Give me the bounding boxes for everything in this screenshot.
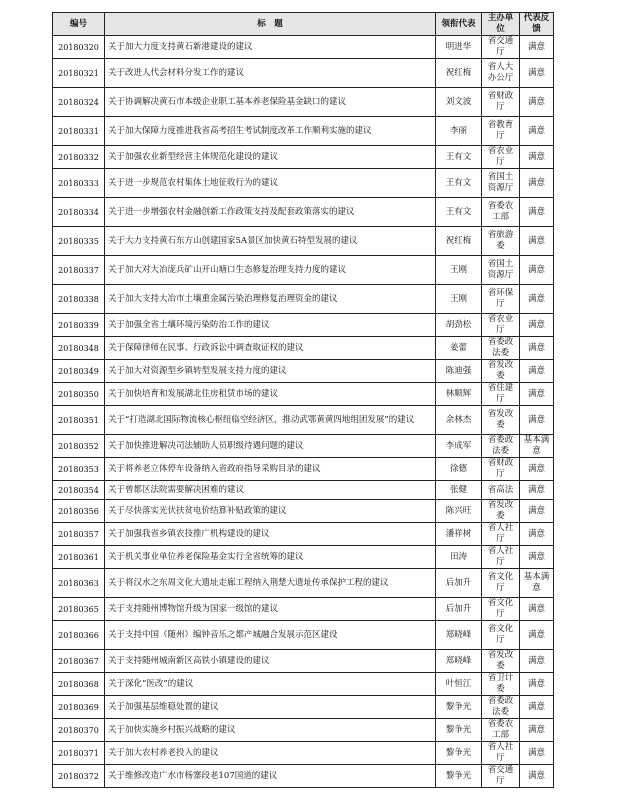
row-title-cell: 关于尽快落实光伏扶贫电价结算补贴政策的建议 [105, 500, 436, 523]
row-id-cell: 20180368 [53, 673, 105, 696]
table-row [53, 198, 554, 227]
row-host-unit-cell: 省委农工部 [482, 198, 520, 227]
row-id-cell: 20180348 [53, 337, 105, 360]
row-id-cell: 20180334 [53, 198, 105, 227]
table-row [53, 36, 554, 59]
row-host-unit-cell: 省旅游委 [482, 227, 520, 256]
row-id-cell: 20180367 [53, 650, 105, 673]
table-row [53, 481, 554, 500]
row-host-unit-cell: 省人社厅 [482, 546, 520, 569]
row-feedback-cell: 满意 [520, 673, 554, 696]
row-representative-cell: 后加升 [436, 598, 482, 621]
row-representative-cell: 叶恒江 [436, 673, 482, 696]
header-feedback: 代表反馈 [520, 13, 554, 36]
row-title-cell: 关于保障律师在民事、行政诉讼中调查取证权的建议 [105, 337, 436, 360]
row-host-unit-cell: 省农业厅 [482, 314, 520, 337]
row-title-cell: 关于加快培育和发展湖北住房租赁市场的建议 [105, 383, 436, 406]
row-title-cell: 关于加强全省土壤环境污染防治工作的建议 [105, 314, 436, 337]
row-title-cell: 关于曾都区法院需要解决困难的建议 [105, 481, 436, 500]
row-title-cell: 关于协调解决黄石市本级企业职工基本养老保险基金缺口的建议 [105, 88, 436, 117]
row-host-unit-cell: 省高法 [482, 481, 520, 500]
row-feedback-cell: 满意 [520, 406, 554, 435]
row-id-cell: 20180350 [53, 383, 105, 406]
row-feedback-cell: 满意 [520, 314, 554, 337]
row-title-cell: 关于加强农业新型经营主体规范化建设的建议 [105, 146, 436, 169]
row-feedback-cell: 满意 [520, 742, 554, 765]
row-feedback-cell: 满意 [520, 650, 554, 673]
table-header-row [53, 13, 554, 36]
row-host-unit-cell: 省文化厅 [482, 621, 520, 650]
row-id-cell: 20180372 [53, 765, 105, 788]
row-title-cell: 关于加大力度支持黄石新港建设的建议 [105, 36, 436, 59]
row-host-unit-cell: 省发改委 [482, 500, 520, 523]
row-host-unit-cell: 省发改委 [482, 406, 520, 435]
row-representative-cell: 黎争光 [436, 719, 482, 742]
row-id-cell: 20180361 [53, 546, 105, 569]
table-row [53, 673, 554, 696]
row-host-unit-cell: 省文化厅 [482, 569, 520, 598]
row-id-cell: 20180371 [53, 742, 105, 765]
table-row [53, 719, 554, 742]
table-row [53, 500, 554, 523]
row-title-cell: 关于加大支持大冶市土壤重金属污染治理修复治理资金的建议 [105, 285, 436, 314]
row-feedback-cell: 满意 [520, 621, 554, 650]
row-representative-cell: 黎争光 [436, 742, 482, 765]
row-representative-cell: 王有文 [436, 146, 482, 169]
row-representative-cell: 张健 [436, 481, 482, 500]
table-row [53, 765, 554, 788]
row-representative-cell: 黎争光 [436, 765, 482, 788]
row-feedback-cell: 满意 [520, 383, 554, 406]
row-feedback-cell: 满意 [520, 59, 554, 88]
table-row [53, 523, 554, 546]
row-representative-cell: 王刚 [436, 285, 482, 314]
proposal-table [52, 12, 554, 788]
row-title-cell: 关于加快实施乡村振兴战略的建议 [105, 719, 436, 742]
row-title-cell: 关于深化“医改”的建议 [105, 673, 436, 696]
table-row [53, 256, 554, 285]
row-host-unit-cell: 省环保厅 [482, 285, 520, 314]
row-host-unit-cell: 省委政法委 [482, 435, 520, 458]
table-row [53, 59, 554, 88]
table-row [53, 406, 554, 435]
row-host-unit-cell: 省农业厅 [482, 146, 520, 169]
row-host-unit-cell: 省委农工部 [482, 719, 520, 742]
header-id: 编号 [53, 13, 105, 36]
row-title-cell: 关于支持随州城南新区高铁小镇建设的建议 [105, 650, 436, 673]
row-id-cell: 20180370 [53, 719, 105, 742]
row-id-cell: 20180366 [53, 621, 105, 650]
proposal-table-container [52, 12, 553, 788]
table-row [53, 458, 554, 481]
row-id-cell: 20180369 [53, 696, 105, 719]
row-title-cell: 关于大力支持黄石东方山创建国家5A景区加快黄石特型发展的建议 [105, 227, 436, 256]
row-title-cell: 关于将养老立体停车设备纳入省政府指导采购目录的建议 [105, 458, 436, 481]
row-feedback-cell: 满意 [520, 198, 554, 227]
row-representative-cell: 余林杰 [436, 406, 482, 435]
table-row [53, 169, 554, 198]
header-title: 标 题 [105, 13, 436, 36]
row-title-cell: 关于加大对大冶庞兵矿山开山塘口生态修复治理支持力度的建议 [105, 256, 436, 285]
row-host-unit-cell: 省委政法委 [482, 696, 520, 719]
table-row [53, 621, 554, 650]
table-row [53, 696, 554, 719]
row-host-unit-cell: 省交通厅 [482, 36, 520, 59]
row-representative-cell: 郑晓峰 [436, 621, 482, 650]
row-feedback-cell: 基本满意 [520, 569, 554, 598]
table-row [53, 314, 554, 337]
row-representative-cell: 徐德 [436, 458, 482, 481]
table-row [53, 742, 554, 765]
row-feedback-cell: 满意 [520, 696, 554, 719]
row-host-unit-cell: 省发改委 [482, 650, 520, 673]
row-title-cell: 关于加快推进解决司法辅助人员职级待遇问题的建议 [105, 435, 436, 458]
row-feedback-cell: 满意 [520, 88, 554, 117]
row-representative-cell: 后加升 [436, 569, 482, 598]
row-host-unit-cell: 省卫计委 [482, 673, 520, 696]
row-feedback-cell: 基本满意 [520, 435, 554, 458]
row-title-cell: 关于加大保障力度推进我省高考招生考试制度改革工作顺利实施的建议 [105, 117, 436, 146]
row-id-cell: 20180338 [53, 285, 105, 314]
row-id-cell: 20180363 [53, 569, 105, 598]
row-feedback-cell: 满意 [520, 719, 554, 742]
row-host-unit-cell: 省财政厅 [482, 458, 520, 481]
row-feedback-cell: 满意 [520, 500, 554, 523]
row-feedback-cell: 满意 [520, 256, 554, 285]
row-feedback-cell: 满意 [520, 285, 554, 314]
row-feedback-cell: 满意 [520, 36, 554, 59]
table-row [53, 337, 554, 360]
row-id-cell: 20180320 [53, 36, 105, 59]
row-host-unit-cell: 省财政厅 [482, 88, 520, 117]
row-id-cell: 20180349 [53, 360, 105, 383]
row-title-cell: 关于加大对资源型乡镇转型发展支持力度的建议 [105, 360, 436, 383]
row-host-unit-cell: 省人大办公厅 [482, 59, 520, 88]
row-feedback-cell: 满意 [520, 337, 554, 360]
row-representative-cell: 祝红梅 [436, 227, 482, 256]
row-id-cell: 20180337 [53, 256, 105, 285]
table-row [53, 546, 554, 569]
table-row [53, 650, 554, 673]
row-id-cell: 20180339 [53, 314, 105, 337]
row-representative-cell: 林顺辉 [436, 383, 482, 406]
row-id-cell: 20180331 [53, 117, 105, 146]
row-host-unit-cell: 省国土资源厅 [482, 169, 520, 198]
row-host-unit-cell: 省人社厅 [482, 523, 520, 546]
row-representative-cell: 祝红梅 [436, 59, 482, 88]
row-representative-cell: 王刚 [436, 256, 482, 285]
row-title-cell: 关于机关事业单位养老保险基金实行全省统筹的建议 [105, 546, 436, 569]
header-representative: 领衔代表 [436, 13, 482, 36]
table-row [53, 598, 554, 621]
row-id-cell: 20180335 [53, 227, 105, 256]
row-host-unit-cell: 省国土资源厅 [482, 256, 520, 285]
row-host-unit-cell: 省交通厅 [482, 765, 520, 788]
row-representative-cell: 王有文 [436, 198, 482, 227]
row-id-cell: 20180365 [53, 598, 105, 621]
row-id-cell: 20180321 [53, 59, 105, 88]
row-feedback-cell: 满意 [520, 523, 554, 546]
row-representative-cell: 潘祥树 [436, 523, 482, 546]
row-host-unit-cell: 省住建厅 [482, 383, 520, 406]
row-title-cell: 关于进一步增强农村金融创新工作政策支持及配套政策落实的建议 [105, 198, 436, 227]
row-id-cell: 20180356 [53, 500, 105, 523]
row-id-cell: 20180352 [53, 435, 105, 458]
row-representative-cell: 姜蕾 [436, 337, 482, 360]
table-row [53, 146, 554, 169]
row-title-cell: 关于加强基层维稳处置的建议 [105, 696, 436, 719]
row-title-cell: 关于加大农村养老投入的建议 [105, 742, 436, 765]
row-title-cell: 关于支持中国（随州）编钟音乐之都产城融合发展示范区建设 [105, 621, 436, 650]
row-host-unit-cell: 省教育厅 [482, 117, 520, 146]
row-id-cell: 20180354 [53, 481, 105, 500]
row-representative-cell: 李丽 [436, 117, 482, 146]
row-title-cell: 关于支持随州博物馆升级为国家一级馆的建议 [105, 598, 436, 621]
table-row [53, 383, 554, 406]
row-host-unit-cell: 省委政法委 [482, 337, 520, 360]
row-id-cell: 20180351 [53, 406, 105, 435]
row-representative-cell: 王有文 [436, 169, 482, 198]
row-id-cell: 20180353 [53, 458, 105, 481]
table-row [53, 435, 554, 458]
row-representative-cell: 陈兴旺 [436, 500, 482, 523]
row-id-cell: 20180324 [53, 88, 105, 117]
table-row [53, 360, 554, 383]
header-host-unit: 主办单位 [482, 13, 520, 36]
row-id-cell: 20180357 [53, 523, 105, 546]
row-feedback-cell: 满意 [520, 117, 554, 146]
row-feedback-cell: 满意 [520, 765, 554, 788]
row-representative-cell: 李成军 [436, 435, 482, 458]
table-row [53, 285, 554, 314]
table-row [53, 569, 554, 598]
row-title-cell: 关于“打造湖北国际物流核心枢纽临空经济区，推动武鄂黄黄四地组团发展”的建议 [105, 406, 436, 435]
row-title-cell: 关于改进人代会材料分发工作的建议 [105, 59, 436, 88]
row-feedback-cell: 满意 [520, 360, 554, 383]
table-row [53, 88, 554, 117]
row-id-cell: 20180332 [53, 146, 105, 169]
table-body [53, 36, 554, 788]
row-feedback-cell: 满意 [520, 458, 554, 481]
row-representative-cell: 黎争光 [436, 696, 482, 719]
row-host-unit-cell: 省文化厅 [482, 598, 520, 621]
row-representative-cell: 刘文波 [436, 88, 482, 117]
row-title-cell: 关于进一步规范农村集体土地征收行为的建议 [105, 169, 436, 198]
row-representative-cell: 明进华 [436, 36, 482, 59]
row-title-cell: 关于维修改造广水市杨寨段老107国道的建议 [105, 765, 436, 788]
row-id-cell: 20180333 [53, 169, 105, 198]
row-title-cell: 关于将汉水之东周文化大遗址走廊工程纳入荆楚大遗址传承保护工程的建议 [105, 569, 436, 598]
row-representative-cell: 胡劲松 [436, 314, 482, 337]
row-representative-cell: 陈迪强 [436, 360, 482, 383]
row-feedback-cell: 满意 [520, 598, 554, 621]
row-title-cell: 关于加强我省乡镇农技推广机构建设的建议 [105, 523, 436, 546]
row-feedback-cell: 满意 [520, 227, 554, 256]
row-representative-cell: 郑晓峰 [436, 650, 482, 673]
row-host-unit-cell: 省人社厅 [482, 742, 520, 765]
row-feedback-cell: 满意 [520, 481, 554, 500]
table-row [53, 117, 554, 146]
table-row [53, 227, 554, 256]
row-feedback-cell: 满意 [520, 169, 554, 198]
row-host-unit-cell: 省发改委 [482, 360, 520, 383]
row-representative-cell: 田涛 [436, 546, 482, 569]
row-feedback-cell: 满意 [520, 546, 554, 569]
row-feedback-cell: 满意 [520, 146, 554, 169]
